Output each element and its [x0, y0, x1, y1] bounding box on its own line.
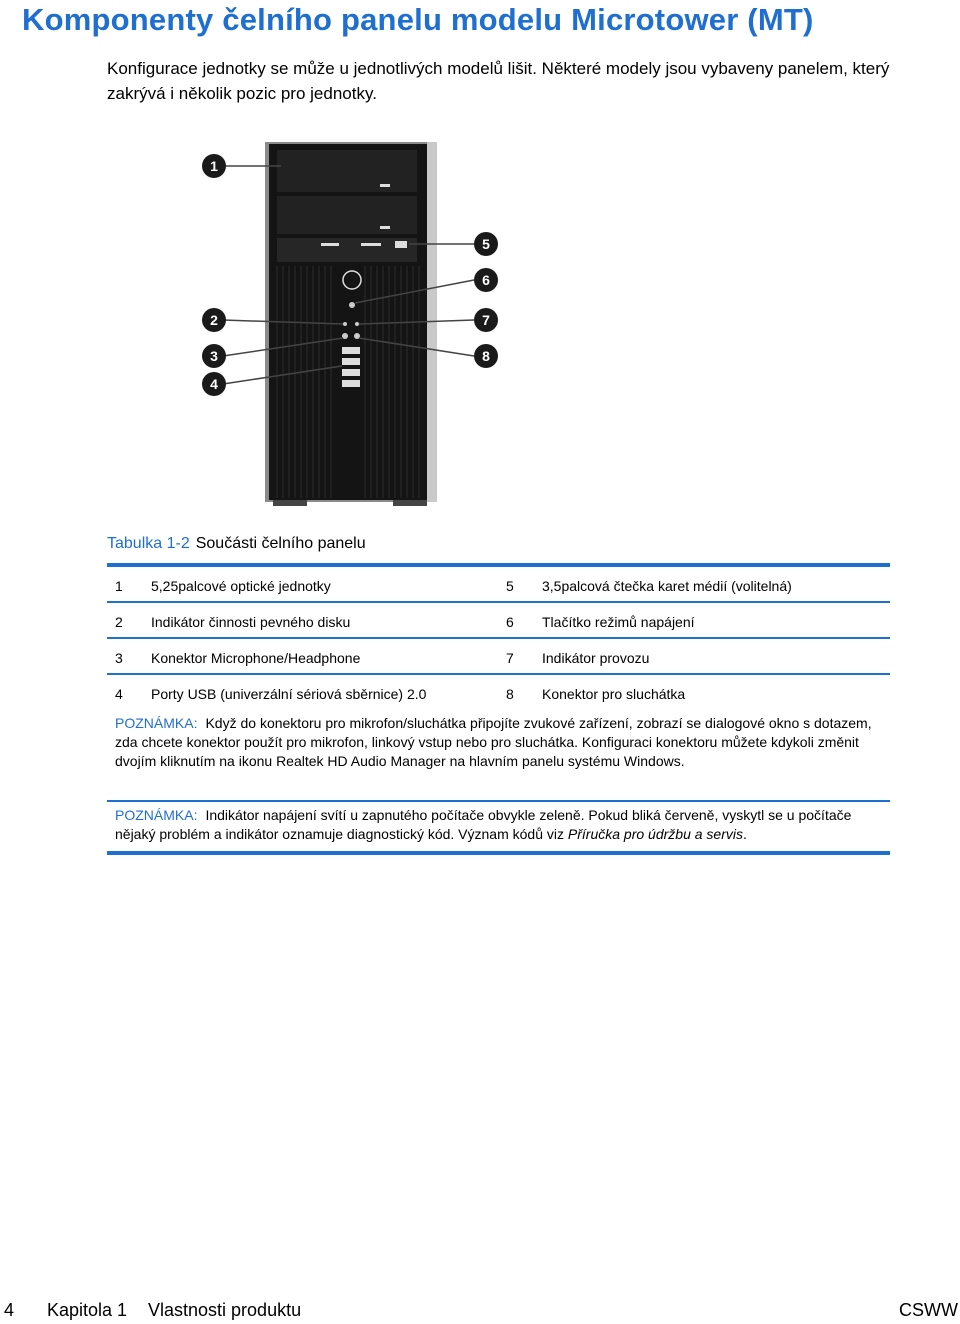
- table-caption-text: Součásti čelního panelu: [195, 535, 366, 552]
- callout-1: [202, 154, 226, 178]
- usb-port: [342, 347, 360, 354]
- callout-5: [474, 232, 498, 256]
- optical-drive-bay-2: [277, 196, 417, 234]
- divider: [107, 851, 890, 855]
- table-row: 1 5,25palcové optické jednotky 5 3,5palcová čtečka karet médií (volitelná): [107, 567, 890, 603]
- callout-3: [202, 344, 226, 368]
- table-row: 2 Indikátor činnosti pevného disku 6 Tlačítko režimů napájení: [107, 603, 890, 639]
- callout-7: [474, 308, 498, 332]
- usb-port: [342, 358, 360, 365]
- tower-foot: [393, 500, 427, 506]
- svg-text:2: 2: [210, 312, 218, 328]
- page-title: Komponenty čelního panelu modelu Microtower (MT): [22, 2, 814, 37]
- usb-port: [342, 369, 360, 376]
- callout-2: [202, 308, 226, 332]
- svg-text:4: 4: [210, 376, 218, 392]
- power-led: [355, 322, 359, 326]
- note-text: Když do konektoru pro mikrofon/sluchátka připojíte zvukové zařízení, zobrazí se dialogové okno s dotazem, zda chcete konektor použít pro mikrofon, linkový vstup nebo pro sluchátka. Konfiguraci konektoru můžete kdykoli změnit dvojím kliknutím na ikonu Realtek HD Audio Manager na hlavním panelu systému Windows.: [115, 715, 872, 769]
- svg-text:1: 1: [210, 158, 218, 174]
- table-label: Tabulka 1-2: [107, 535, 190, 552]
- components-table: [107, 563, 890, 709]
- note-label: POZNÁMKA:: [115, 807, 198, 823]
- page-number: 4: [4, 1300, 15, 1320]
- table-row: 3 Konektor Microphone/Headphone 7 Indikátor provozu: [107, 639, 890, 675]
- note-label: POZNÁMKA:: [115, 715, 198, 731]
- callout-8: [474, 344, 498, 368]
- locale-code: CSWW: [899, 1300, 958, 1320]
- power-button: [349, 302, 355, 308]
- svg-text:8: 8: [482, 348, 490, 364]
- usb-port: [342, 380, 360, 387]
- tower-foot: [273, 500, 307, 506]
- chapter-label: Kapitola 1: [47, 1300, 128, 1320]
- svg-text:7: 7: [482, 312, 490, 328]
- intro-paragraph: Konfigurace jednotky se může u jednotlivých modelů lišit. Některé modely jsou vybaveny panelem, který zakrývá i několik pozic pro jednotky.: [107, 59, 890, 103]
- hdd-activity-led: [343, 322, 347, 326]
- chapter-title: Vlastnosti produktu: [148, 1300, 302, 1320]
- callout-4: [202, 372, 226, 396]
- callout-6: [474, 268, 498, 292]
- optical-drive-bay-1: [277, 150, 417, 192]
- svg-text:3: 3: [210, 348, 218, 364]
- svg-text:6: 6: [482, 272, 490, 288]
- note-microphone-jack: [107, 714, 890, 771]
- divider: [107, 800, 890, 802]
- computer-front-panel-figure: [195, 138, 515, 508]
- table-row: 4 Porty USB (univerzální sériová sběrnice) 2.0 8 Konektor pro sluchátka: [115, 686, 686, 702]
- svg-text:5: 5: [482, 236, 490, 252]
- note-power-led: POZNÁMKA: Indikátor napájení svítí u zapnutého počítače obvykle zeleně. Pokud bliká červeně, vyskytl se u počítače nějaký problém a indikátor oznamuje diagnostický kód. Význam kódů viz Příručka pro údržbu a servis.: [115, 807, 852, 842]
- table-caption: [107, 535, 366, 553]
- manual-reference: Příručka pro údržbu a servis: [567, 826, 743, 842]
- note-text: Indikátor napájení svítí u zapnutého počítače obvykle zeleně. Pokud bliká červeně, vyskytl se u počítače nějaký problém a indikátor oznamuje diagnostický kód. Význam kódů viz: [115, 807, 852, 842]
